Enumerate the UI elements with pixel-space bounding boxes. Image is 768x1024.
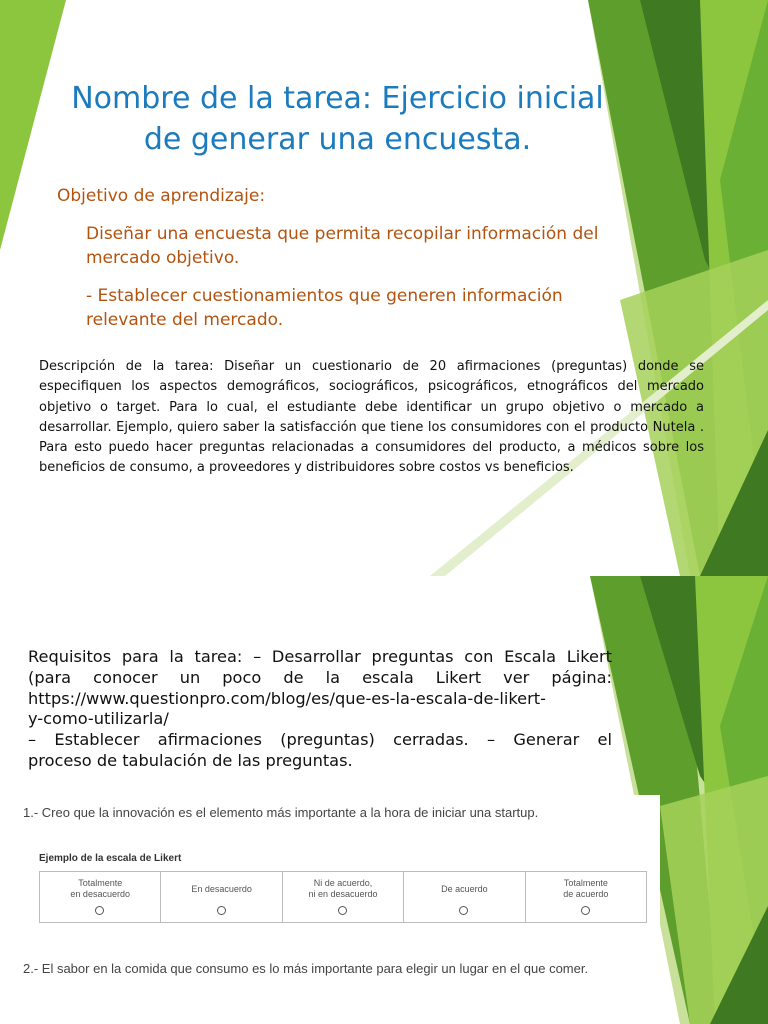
requirements-line: Requisitos para la tarea: – Desarrollar preguntas con Escala Likert: [28, 647, 612, 666]
bullet-item: [57, 284, 647, 332]
slide-title: Nombre de la tarea: Ejercicio inicial de generar una encuesta.: [71, 81, 604, 157]
likert-option: [283, 872, 404, 922]
likert-option-label: en desacuerdo: [70, 889, 130, 899]
likert-option-label: de acuerdo: [563, 889, 609, 899]
bullet-text: - Establecer cuestionamientos que generen información relevante del mercado.: [86, 286, 563, 330]
likert-option-label: ni en desacuerdo: [308, 889, 378, 899]
likert-option-label: Ni de acuerdo,: [313, 878, 373, 888]
survey-example-image: [17, 795, 660, 1024]
objective-heading: Objetivo de aprendizaje:: [57, 186, 266, 206]
radio-button[interactable]: [581, 906, 590, 915]
likert-option: [526, 872, 646, 922]
likert-scale-title: Ejemplo de la escala de Likert: [39, 853, 182, 864]
radio-button[interactable]: [95, 906, 104, 915]
likert-option: [161, 872, 282, 922]
requirements-link[interactable]: https://www.questionpro.com/blog/es/que-es-la-escala-de-likert-: [28, 688, 546, 708]
question-1: 1.- Creo que la innovación es el elemento más importante a la hora de iniciar una startup.: [23, 805, 539, 820]
radio-button[interactable]: [459, 906, 468, 915]
likert-option: [40, 872, 161, 922]
radio-button[interactable]: [217, 906, 226, 915]
requirements-line: proceso de tabulación de las preguntas.: [28, 750, 353, 770]
likert-option-label: En desacuerdo: [191, 884, 252, 894]
requirements-link[interactable]: y-como-utilizarla/: [28, 709, 169, 729]
likert-option-label: Totalmente: [563, 878, 608, 888]
requirements-text: [28, 647, 612, 772]
likert-option-label: Totalmente: [78, 878, 123, 888]
question-2: 2.- El sabor en la comida que consumo es lo más importante para elegir un lugar en el que comer.: [23, 961, 589, 976]
likert-option: [404, 872, 525, 922]
likert-option-label: De acuerdo: [441, 884, 488, 894]
bullet-item: [57, 222, 647, 270]
task-description: Descripción de la tarea: Diseñar un cuestionario de 20 afirmaciones (preguntas) donde se especifiquen los aspectos demográficos, sociográficos, psicográficos, etnográficos del mercado objetivo o target. Para lo cual, el estudiante debe identificar un grupo objetivo o mercado a desarrollar. Ejemplo, quiero saber la satisfacción que tiene los consumidores con el producto Nutela . Para esto puedo hacer preguntas relacionadas a consumidores del producto, a médicos sobre los beneficios de consumo, a proveedores y distribuidores sobre costos vs beneficios.: [39, 359, 704, 476]
likert-scale: [39, 871, 647, 923]
slide-2: [0, 576, 768, 1024]
requirements-line: – Establecer afirmaciones (preguntas) cerradas. – Generar el: [28, 730, 612, 750]
radio-button[interactable]: [338, 906, 347, 915]
bullet-text: Diseñar una encuesta que permita recopilar información del mercado objetivo.: [86, 224, 599, 268]
requirements-line: (para conocer un poco de la escala Likert ver página:: [28, 667, 612, 687]
